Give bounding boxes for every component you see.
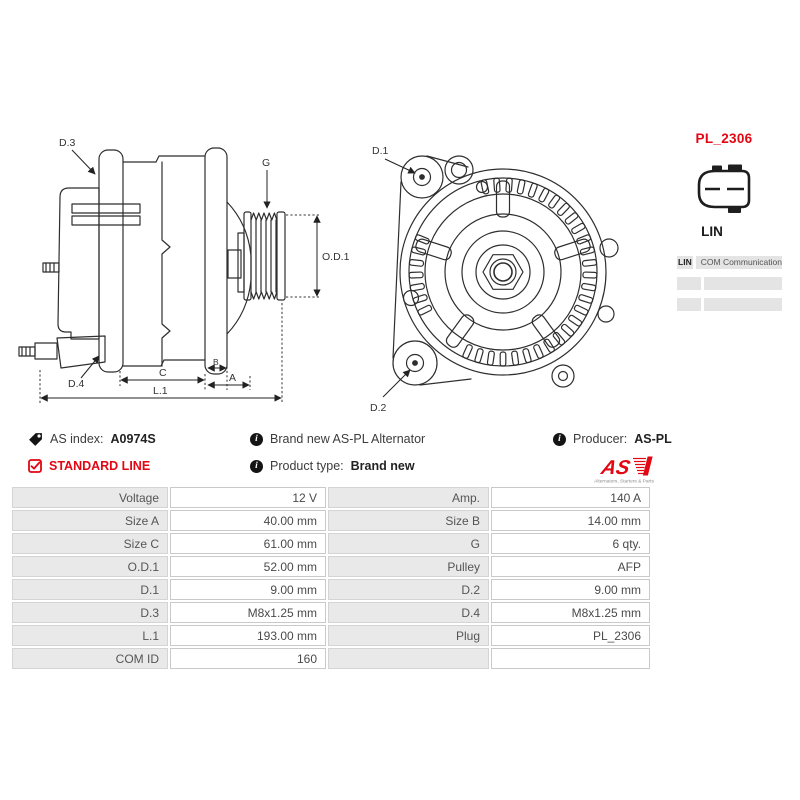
spec-label <box>328 648 489 669</box>
pin-description <box>704 277 782 290</box>
spec-value: 9.00 mm <box>491 579 650 600</box>
product-type-line <box>250 455 425 477</box>
pinout-row <box>677 277 782 290</box>
info-icon: i <box>250 460 263 473</box>
spec-label: Size A <box>12 510 168 531</box>
pin-code <box>677 277 701 290</box>
plug-pin-name: LIN <box>701 224 723 239</box>
product-description-column <box>250 428 425 482</box>
spec-label: D.2 <box>328 579 489 600</box>
plug-connector-icon <box>691 162 757 218</box>
pin-description: COM Communication <box>696 256 782 269</box>
dim-label-od1: O.D.1 <box>322 251 350 263</box>
product-info-bar <box>0 428 800 483</box>
plug-code: PL_2306 <box>695 131 753 146</box>
producer-label: Producer: <box>573 432 628 446</box>
spec-label: Plug <box>328 625 489 646</box>
spec-label: Pulley <box>328 556 489 577</box>
plug-panel <box>655 131 793 319</box>
spec-table <box>10 485 652 671</box>
tag-icon <box>28 432 43 447</box>
spec-value: 6 qty. <box>491 533 650 554</box>
alternator-front-outline <box>393 156 618 387</box>
pin-code <box>677 298 701 311</box>
spec-label: Size C <box>12 533 168 554</box>
spec-value <box>491 648 650 669</box>
spec-label: L.1 <box>12 625 168 646</box>
producer-column <box>553 428 672 488</box>
as-index-value: A0974S <box>110 432 156 446</box>
info-icon: i <box>553 433 566 446</box>
front-view-drawing <box>365 130 650 422</box>
spec-value: 14.00 mm <box>491 510 650 531</box>
product-id-column <box>28 428 156 482</box>
spec-row <box>12 579 650 600</box>
spec-label: Voltage <box>12 487 168 508</box>
pinout-table <box>677 256 782 311</box>
spec-row <box>12 602 650 623</box>
spec-row <box>12 487 650 508</box>
spec-label: Size B <box>328 510 489 531</box>
spec-row <box>12 625 650 646</box>
dim-label-d2: D.2 <box>370 402 387 414</box>
spec-value: 12 V <box>170 487 326 508</box>
as-pl-logo <box>593 455 672 488</box>
logo-subtext: Alternators, Starters & Parts <box>594 479 654 485</box>
spec-label: D.1 <box>12 579 168 600</box>
spec-label: D.3 <box>12 602 168 623</box>
pin-description <box>704 298 782 311</box>
spec-value: 193.00 mm <box>170 625 326 646</box>
dim-label-a: A <box>229 372 237 384</box>
spec-row <box>12 556 650 577</box>
spec-value: 140 A <box>491 487 650 508</box>
dim-label-c: C <box>159 367 167 379</box>
checked-box-icon <box>28 459 42 473</box>
spec-value: M8x1.25 mm <box>170 602 326 623</box>
dim-label-l1: L.1 <box>153 385 168 397</box>
spec-label: D.4 <box>328 602 489 623</box>
spec-label: O.D.1 <box>12 556 168 577</box>
front-view-dimensions <box>370 145 415 414</box>
producer-value: AS-PL <box>634 432 672 446</box>
spec-value: AFP <box>491 556 650 577</box>
product-type-label: Product type: <box>270 459 344 473</box>
dim-label-g: G <box>262 157 271 169</box>
product-type-value: Brand new <box>350 459 415 473</box>
spec-value: M8x1.25 mm <box>491 602 650 623</box>
spec-value: 61.00 mm <box>170 533 326 554</box>
dim-label-d3: D.3 <box>59 137 76 149</box>
producer-line <box>553 428 672 450</box>
spec-label: COM ID <box>12 648 168 669</box>
dim-label-d4: D.4 <box>68 378 85 390</box>
spec-value: 160 <box>170 648 326 669</box>
spec-row <box>12 510 650 531</box>
spec-value: 40.00 mm <box>170 510 326 531</box>
spec-value: 52.00 mm <box>170 556 326 577</box>
standard-line-badge <box>28 455 156 477</box>
spec-row <box>12 533 650 554</box>
info-icon: i <box>250 433 263 446</box>
spec-value: PL_2306 <box>491 625 650 646</box>
as-index-line <box>28 428 156 450</box>
spec-row <box>12 648 650 669</box>
alternator-side-outline <box>19 148 285 374</box>
description-line <box>250 428 425 450</box>
logo-as-text: AS <box>599 457 633 479</box>
dim-label-d1: D.1 <box>372 145 389 157</box>
side-view-drawing <box>15 128 360 408</box>
standard-line-label: STANDARD LINE <box>49 459 151 473</box>
spec-label: G <box>328 533 489 554</box>
as-index-label: AS index: <box>50 432 104 446</box>
pinout-row <box>677 298 782 311</box>
product-description: Brand new AS-PL Alternator <box>270 432 426 446</box>
pin-code: LIN <box>678 257 692 267</box>
spec-label: Amp. <box>328 487 489 508</box>
spec-value: 9.00 mm <box>170 579 326 600</box>
dim-label-b: B <box>213 357 219 367</box>
pinout-row <box>677 256 782 269</box>
